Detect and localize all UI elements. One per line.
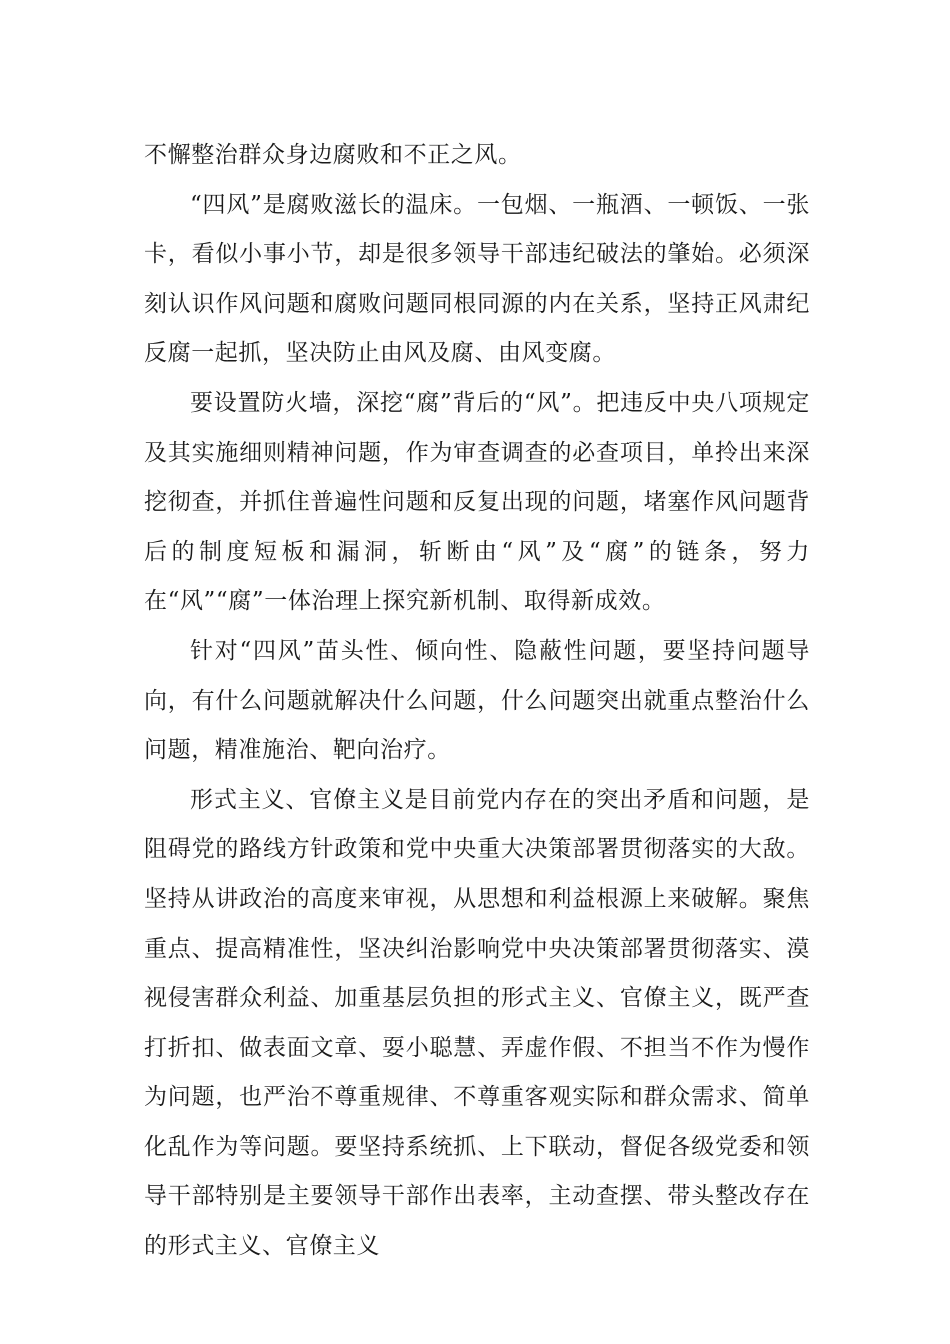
document-body <box>144 131 810 1272</box>
paragraph-continued: 不懈整治群众身边腐败和不正之风。 <box>144 142 522 168</box>
paragraph-formalism: 形式主义、官僚主义是目前党内存在的突出矛盾和问题，是阻碍党的路线方针政策和党中央重大决策部署贯彻落实的大敌。坚持从讲政治的高度来审视，从思想和利益根源上来破解。聚焦重点、提高精准性，坚决纠治影响党中央决策部署贯彻落实、漠视侵害群众利益、加重基层负担的形式主义、官僚主义，既严查打折扣、做表面文章、耍小聪慧、弄虚作假、不担当不作为慢作为问题，也严治不尊重规律、不尊重客观实际和群众需求、简单化乱作为等问题。要坚持系统抓、上下联动，督促各级党委和领导干部特别是主要领导干部作出表率，主动查摆、带头整改存在的形式主义、官僚主义 <box>144 786 810 1260</box>
paragraph-firewall: 要设置防火墙，深挖“腐”背后的“风”。把违反中央八项规定及其实施细则精神问题，作为审查调查的必查项目，单拎出来深挖彻查，并抓住普遍性问题和反复出现的问题，堵塞作风问题背后的制度短板和漏洞，斩断由“风”及“腐”的链条，努力在“风”“腐”一体治理上探究新机制、取得新成效。 <box>144 389 810 615</box>
paragraph-problem-oriented: 针对“四风”苗头性、倾向性、隐蔽性问题，要坚持问题导向，有什么问题就解决什么问题，什么问题突出就重点整治什么问题，精准施治、靶向治疗。 <box>144 637 810 764</box>
paragraph-four-winds: “四风”是腐败滋长的温床。一包烟、一瓶酒、一顿饭、一张卡，看似小事小节，却是很多领导干部违纪破法的肇始。必须深刻认识作风问题和腐败问题同根同源的内在关系，坚持正风肃纪反腐一起抓，坚决防止由风及腐、由风变腐。 <box>144 191 810 367</box>
